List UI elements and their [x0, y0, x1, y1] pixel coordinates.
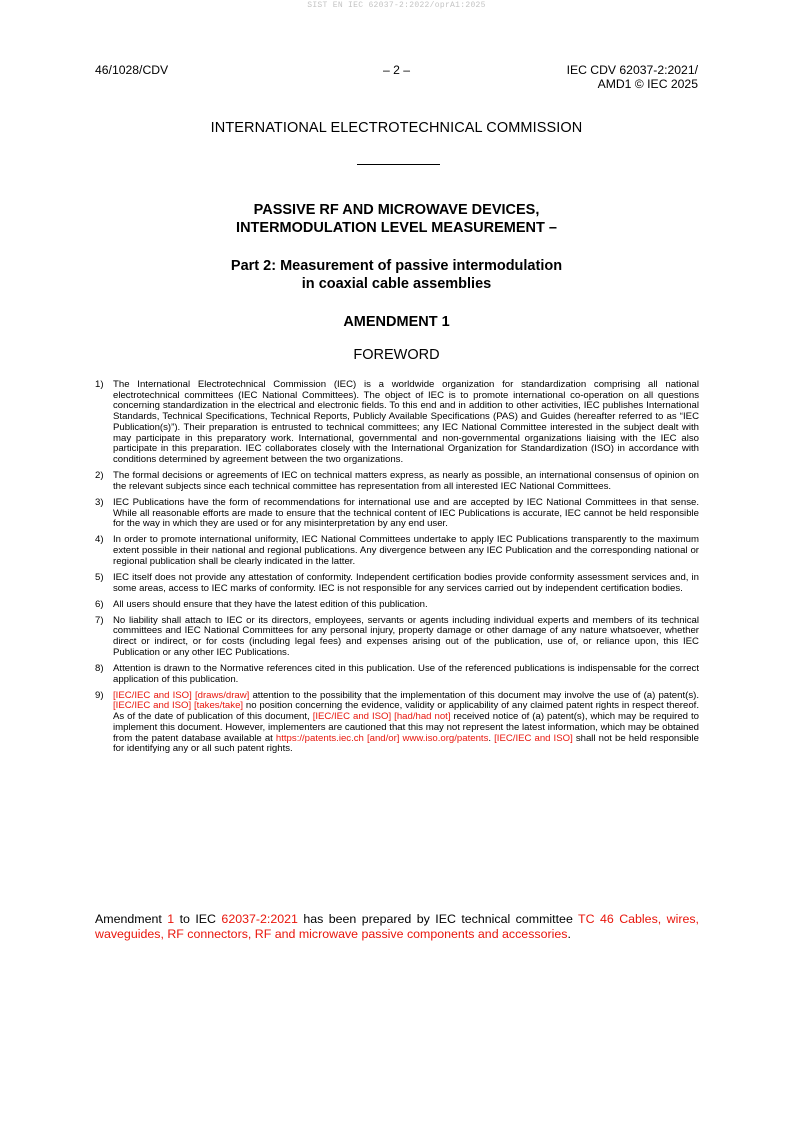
item-number: 1)	[95, 379, 104, 390]
amendment-text: to IEC	[174, 912, 222, 927]
patent-database-link[interactable]: https://patents.iec.ch [and/or] www.iso.org/patents	[275, 732, 489, 744]
foreword-item	[95, 600, 699, 611]
foreword-item	[95, 573, 699, 594]
item-number: 3)	[95, 496, 104, 508]
title-line-1: PASSIVE RF AND MICROWAVE DEVICES,	[253, 202, 540, 218]
standard-designation-line2: AMD1 © IEC 2025	[597, 77, 698, 91]
item-text: shall not be held responsible for identifying any or all such patent rights.	[113, 732, 699, 755]
foreword-item	[95, 498, 699, 530]
standard-designation-line1: IEC CDV 62037-2:2021/	[566, 63, 698, 77]
title-line-2: INTERMODULATION LEVEL MEASUREMENT –	[236, 220, 557, 236]
item-text: IEC itself does not provide any attestation of conformity. Independent certification bodies provide conformity assessment services and, in some areas, access to IEC marks of conformity. IEC is not responsible for any services carried out by independent certification bodies.	[113, 571, 699, 594]
foreword-item	[95, 380, 699, 466]
item-number: 6)	[95, 598, 104, 610]
part-title-line-2: in coaxial cable assemblies	[301, 276, 492, 292]
item-text: In order to promote international uniformity, IEC National Committees undertake to apply IEC Publications transparently to the maximum extent possible in their national and regional publications. Any divergence between any IEC Publication and the corresponding national or regional publication shall be clearly indicated in the latter.	[113, 534, 699, 567]
page-number: – 2 –	[382, 63, 411, 77]
amendment-statement	[95, 912, 699, 942]
amendment-text: has been prepared by IEC technical committee	[297, 912, 579, 927]
organization-name: INTERNATIONAL ELECTROTECHNICAL COMMISSION	[210, 120, 583, 136]
foreword-item	[95, 471, 699, 492]
item-number: 5)	[95, 571, 104, 583]
patent-placeholder: [IEC/IEC and ISO] [takes/take]	[113, 700, 244, 712]
item-number: 8)	[95, 662, 104, 674]
amendment-title: AMENDMENT 1	[343, 314, 450, 330]
title-divider	[357, 164, 440, 165]
item-text: received notice of (a) patent(s), which may be required to implement this document. However, implementers are cautioned that this may not represent the latest information, which may be obtained from the patent database available at	[113, 711, 699, 744]
standard-reference: 62037-2:2021	[221, 912, 298, 927]
patent-placeholder: [IEC/IEC and ISO] [draws/draw]	[113, 689, 250, 701]
patent-placeholder: [IEC/IEC and ISO]	[494, 732, 573, 744]
item-text: Attention is drawn to the Normative references cited in this publication. Use of the referenced publications is indispensable for the correct application of this publication.	[113, 662, 699, 685]
patent-placeholder: [IEC/IEC and ISO] [had/had not]	[312, 711, 451, 723]
part-title	[0, 257, 793, 293]
technical-committee: TC 46 Cables, wires, waveguides, RF connectors, RF and microwave passive components and accessories	[95, 912, 699, 942]
document-title	[0, 201, 793, 237]
item-number: 7)	[95, 614, 104, 626]
item-text: All users should ensure that they have the latest edition of this publication.	[113, 598, 428, 610]
item-number: 4)	[95, 534, 104, 546]
foreword-item	[95, 616, 699, 659]
item-text: No liability shall attach to IEC or its directors, employees, servants or agents including individual experts and members of its technical committees and IEC National Committees for any personal injury, property damage or other damage of any nature whatsoever, whether direct or indirect, or for costs (including legal fees) and expenses arising out of the publication, use of, or reliance upon, this IEC Publication or any other IEC Publications.	[113, 614, 699, 658]
foreword-item	[95, 535, 699, 567]
item-text: IEC Publications have the form of recommendations for international use and are accepted by IEC National Committees in that sense. While all reasonable efforts are made to ensure that the technical content of IEC Publications is accurate, IEC cannot be held responsible for the way in which they are used or for any misinterpretation by any end user.	[113, 496, 699, 530]
item-text: The formal decisions or agreements of IEC on technical matters express, as nearly as possible, an international consensus of opinion on the relevant subjects since each technical committee has representation from all interested IEC National Committees.	[113, 470, 699, 492]
foreword-item-patents	[95, 691, 699, 755]
item-text: attention to the possibility that the implementation of this document may involve the use of (a) patent(s).	[249, 689, 699, 701]
item-number: 2)	[95, 470, 104, 482]
standard-designation	[567, 63, 698, 91]
foreword-list	[95, 380, 699, 760]
amendment-number: 1	[167, 912, 175, 927]
item-text: .	[488, 732, 495, 744]
document-reference: 46/1028/CDV	[95, 63, 169, 77]
foreword-heading: FOREWORD	[353, 347, 440, 363]
amendment-text: Amendment	[95, 912, 168, 927]
amendment-text: .	[567, 927, 571, 942]
item-text: The International Electrotechnical Commission (IEC) is a worldwide organization for standardization comprising all national electrotechnical committees (IEC National Committees). The object of IEC is to promote international co-operation on all questions concerning standardization in the electrical and electronic fields. To this end and in addition to other activities, IEC publishes International Standards, Technical Specifications, Technical Reports, Publicly Available Specifications (PAS) and Guides (hereafter referred to as “IEC Publication(s)”). Their preparation is entrusted to technical committees; any IEC National Committee interested in the subject dealt with may participate in this preparatory work. International, governmental and non-governmental organizations liaising with the IEC also participate in this preparation. IEC collaborates closely with the International Organization for Standardization (ISO) in accordance with conditions determined by agreement between the two organizations.	[113, 379, 699, 465]
watermark: SIST EN IEC 62037-2:2022/oprA1:2025	[307, 1, 486, 10]
item-number: 9)	[95, 689, 104, 701]
item-text: no position concerning the evidence, validity or applicability of any claimed patent rights in respect thereof. As of the date of publication of this document,	[113, 700, 700, 723]
foreword-item	[95, 664, 699, 685]
part-title-line-1: Part 2: Measurement of passive intermodulation	[230, 258, 563, 274]
